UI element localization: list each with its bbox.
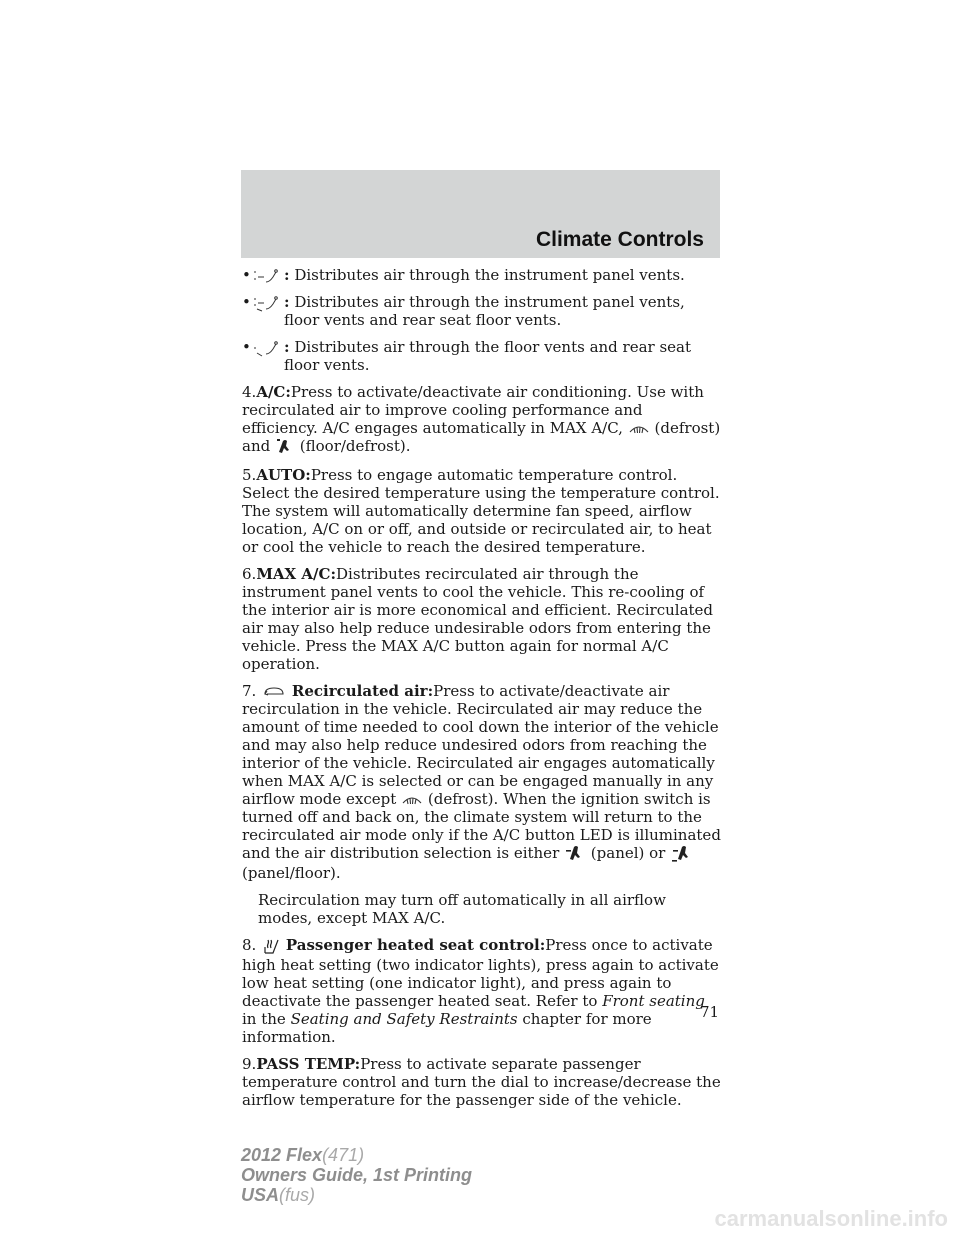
bullet-panel: • : Distributes air through the instrument panel vents. xyxy=(242,266,685,284)
item-heated-seat: 8. Passenger heated seat control:Press once to activate high heat setting (two indicator lights), press again to activate low heat setting (one indicator light), and press again to deactivate the passenger heated seat. Refer to Front seating in the Seating and Safety Restraints chapter for more information. xyxy=(242,936,719,1046)
defrost-icon xyxy=(628,419,650,437)
section-title: Climate Controls xyxy=(535,228,704,251)
floor-defrost-icon xyxy=(275,437,295,455)
page-number: 71 xyxy=(700,1003,720,1021)
watermark: carmanualsonline.info xyxy=(714,1206,948,1231)
item-recirculated-air: 7. Recirculated air:Press to activate/deactivate air recirculation in the vehicle. Recirculated air may reduce the amount of time needed to cool down the interior of the vehicle and may also help reduce undesired odors from reaching the interior of the vehicle. Recirculated air engages automatically when MAX A/C is selected or can be engaged manually in any airflow mode except (defrost). When the ignition switch is turned off and back on, the climate system will return to the recirculated air mode only if the A/C button LED is illuminated and the air distribution selection is either (panel) or (panel/floor). xyxy=(242,682,721,882)
recirculation-icon xyxy=(261,682,287,700)
bullet-floor: • : Distributes air through the floor vents and rear seat floor vents. xyxy=(242,338,692,374)
item-pass-temp: 9.PASS TEMP:Press to activate separate passenger temperature control and turn the dial to increase/decrease the airflow temperature for the passenger side of the vehicle. xyxy=(242,1055,721,1109)
heated-seat-icon xyxy=(261,936,281,954)
item-auto: 5.AUTO:Press to engage automatic temperature control. Select the desired temperature using the temperature control. The system will automatically determine fan speed, airflow location, A/C on or off, and outside or recirculated air, to heat or cool the vehicle to reach the desired temperature. xyxy=(242,466,720,556)
panel-floor-vent-icon xyxy=(252,294,282,312)
section-header xyxy=(241,170,720,258)
floor-vent-icon xyxy=(252,339,282,357)
defrost-icon xyxy=(401,790,423,808)
panel-vent-icon xyxy=(252,267,282,285)
recirculation-note: Recirculation may turn off automatically in all airflow modes, except MAX A/C. xyxy=(258,891,666,927)
item-max-ac: 6.MAX A/C:Distributes recirculated air through the instrument panel vents to cool the vehicle. This re-cooling of the interior air is more economical and efficient. Recirculated air may also help reduce undesirable odors from entering the vehicle. Press the MAX A/C button again for normal A/C operation. xyxy=(242,565,714,673)
manual-content xyxy=(242,266,722,1118)
panel-icon xyxy=(564,844,586,862)
bullet-panel-floor: • : Distributes air through the instrument panel vents, floor vents and rear seat floor vents. xyxy=(242,293,685,329)
item-ac: 4.A/C:Press to activate/deactivate air conditioning. Use with recirculated air to improve cooling performance and efficiency. A/C engages automatically in MAX A/C, (defrost) and (floor/defrost). xyxy=(242,383,721,455)
footer-imprint: 2012 Flex(471) Owners Guide, 1st Printing USA(fus) xyxy=(241,1145,473,1205)
panel-floor-icon xyxy=(670,844,694,862)
